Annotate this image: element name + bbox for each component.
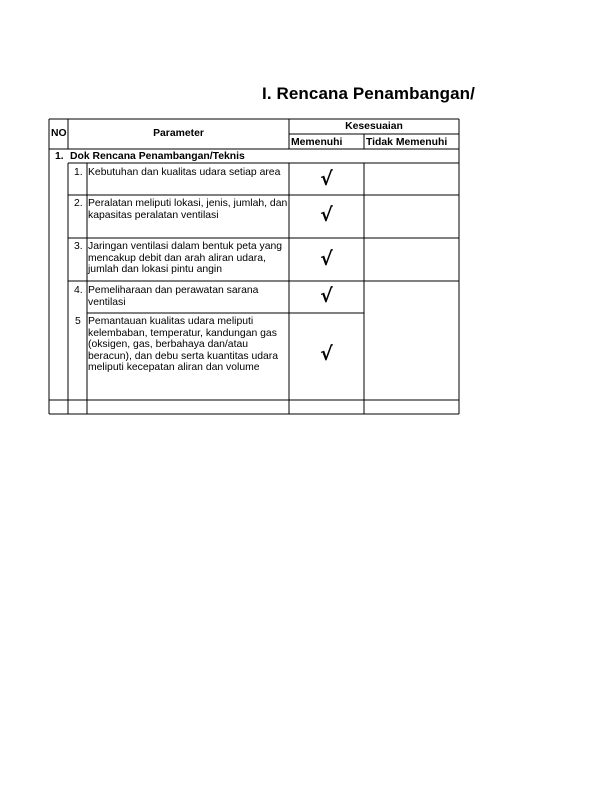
row-number: 2. [74,198,83,209]
parameter-text: Pemantauan kualitas udara meliputi kelembaban, temperatur, kandungan gas (oksigen, gas, berbahaya dan/atau beracun), dan debu serta kuantitas udara meliputi kecepatan aliran dan volume [88,316,279,374]
document-title: I. Rencana Penambangan/ [262,84,475,103]
section-title: Dok Rencana Penambangan/Teknis [70,151,245,162]
row-number: 5 [75,316,81,327]
memenuhi-check: √ [320,168,333,190]
header-tidak-memenuhi: Tidak Memenuhi [366,137,448,148]
memenuhi-check: √ [320,248,333,270]
memenuhi-check: √ [320,204,333,226]
row-number: 3. [74,241,83,252]
parameter-text: Kebutuhan dan kualitas udara setiap area [88,167,281,178]
row-number: 1. [74,167,83,178]
row-number: 4. [74,285,83,296]
memenuhi-check: √ [320,285,333,307]
header-memenuhi: Memenuhi [291,137,343,148]
parameter-text: Peralatan meliputi lokasi, jenis, jumlah, dan kapasitas peralatan ventilasi [88,198,288,221]
header-parameter: Parameter [153,128,204,139]
parameter-text: Jaringan ventilasi dalam bentuk peta yang mencakup debit dan arah aliran udara, jumlah dan lokasi pintu angin [88,241,283,276]
memenuhi-check: √ [320,343,333,365]
parameter-text: Pemeliharaan dan perawatan sarana ventilasi [88,285,259,308]
section-number: 1. [55,151,64,162]
header-kesesuaian: Kesesuaian [345,121,403,132]
header-no: NO [51,128,67,139]
